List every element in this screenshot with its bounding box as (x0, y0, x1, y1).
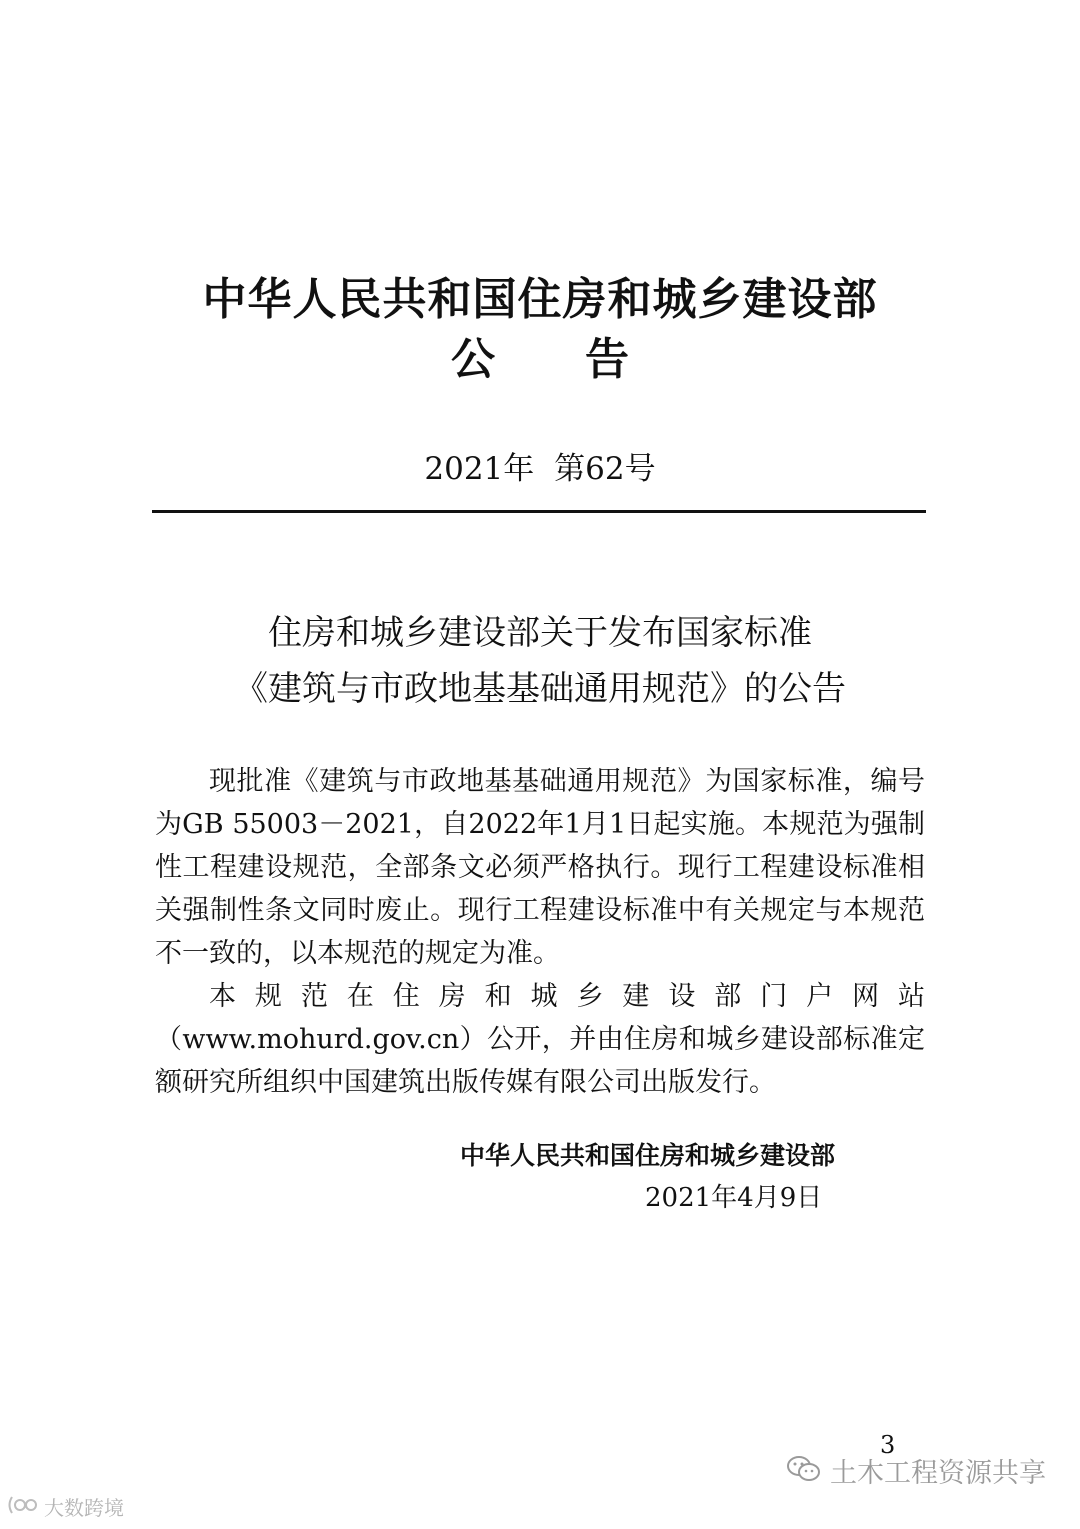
body-paragraph-2: 本规范在住房和城乡建设部门户网站（www.mohurd.gov.cn）公开，并由住房和城乡建设部标准定额研究所组织中国建筑出版传媒有限公司出版发行。 (155, 981, 925, 1098)
header-divider (152, 510, 926, 513)
watermark-left-text: 大数跨境 (44, 1496, 124, 1520)
page-number: 3 (880, 1431, 896, 1459)
watermark-right-text: 土木工程资源共享 (830, 1457, 1046, 1489)
watermark-left (6, 1494, 124, 1522)
document-type: 公告 (451, 334, 719, 385)
signature-issuer: 中华人民共和国住房和城乡建设部 (460, 1141, 836, 1170)
wechat-icon (786, 1454, 822, 1493)
document-number: 2021年 第62号 (424, 451, 656, 487)
watermark-right (786, 1454, 1046, 1493)
notice-title-line-2: 《建筑与市政地基基础通用规范》的公告 (234, 669, 846, 709)
signature-date: 2021年4月9日 (645, 1183, 823, 1213)
body-paragraph-1: 现批准《建筑与市政地基基础通用规范》为国家标准，编号为GB 55003－2021，自2022年1月1日起实施。本规范为强制性工程建设规范，全部条文必须严格执行。现行工程建设标准相关强制性条文同时废止。现行工程建设标准中有关规定与本规范不一致的，以本规范的规定为准。 (155, 766, 925, 969)
issuer-title: 中华人民共和国住房和城乡建设部 (202, 274, 878, 325)
community-logo-icon (6, 1494, 40, 1522)
notice-title-line-1: 住房和城乡建设部关于发布国家标准 (268, 613, 812, 653)
notice-title (0, 605, 1080, 717)
notice-body (155, 760, 925, 1104)
